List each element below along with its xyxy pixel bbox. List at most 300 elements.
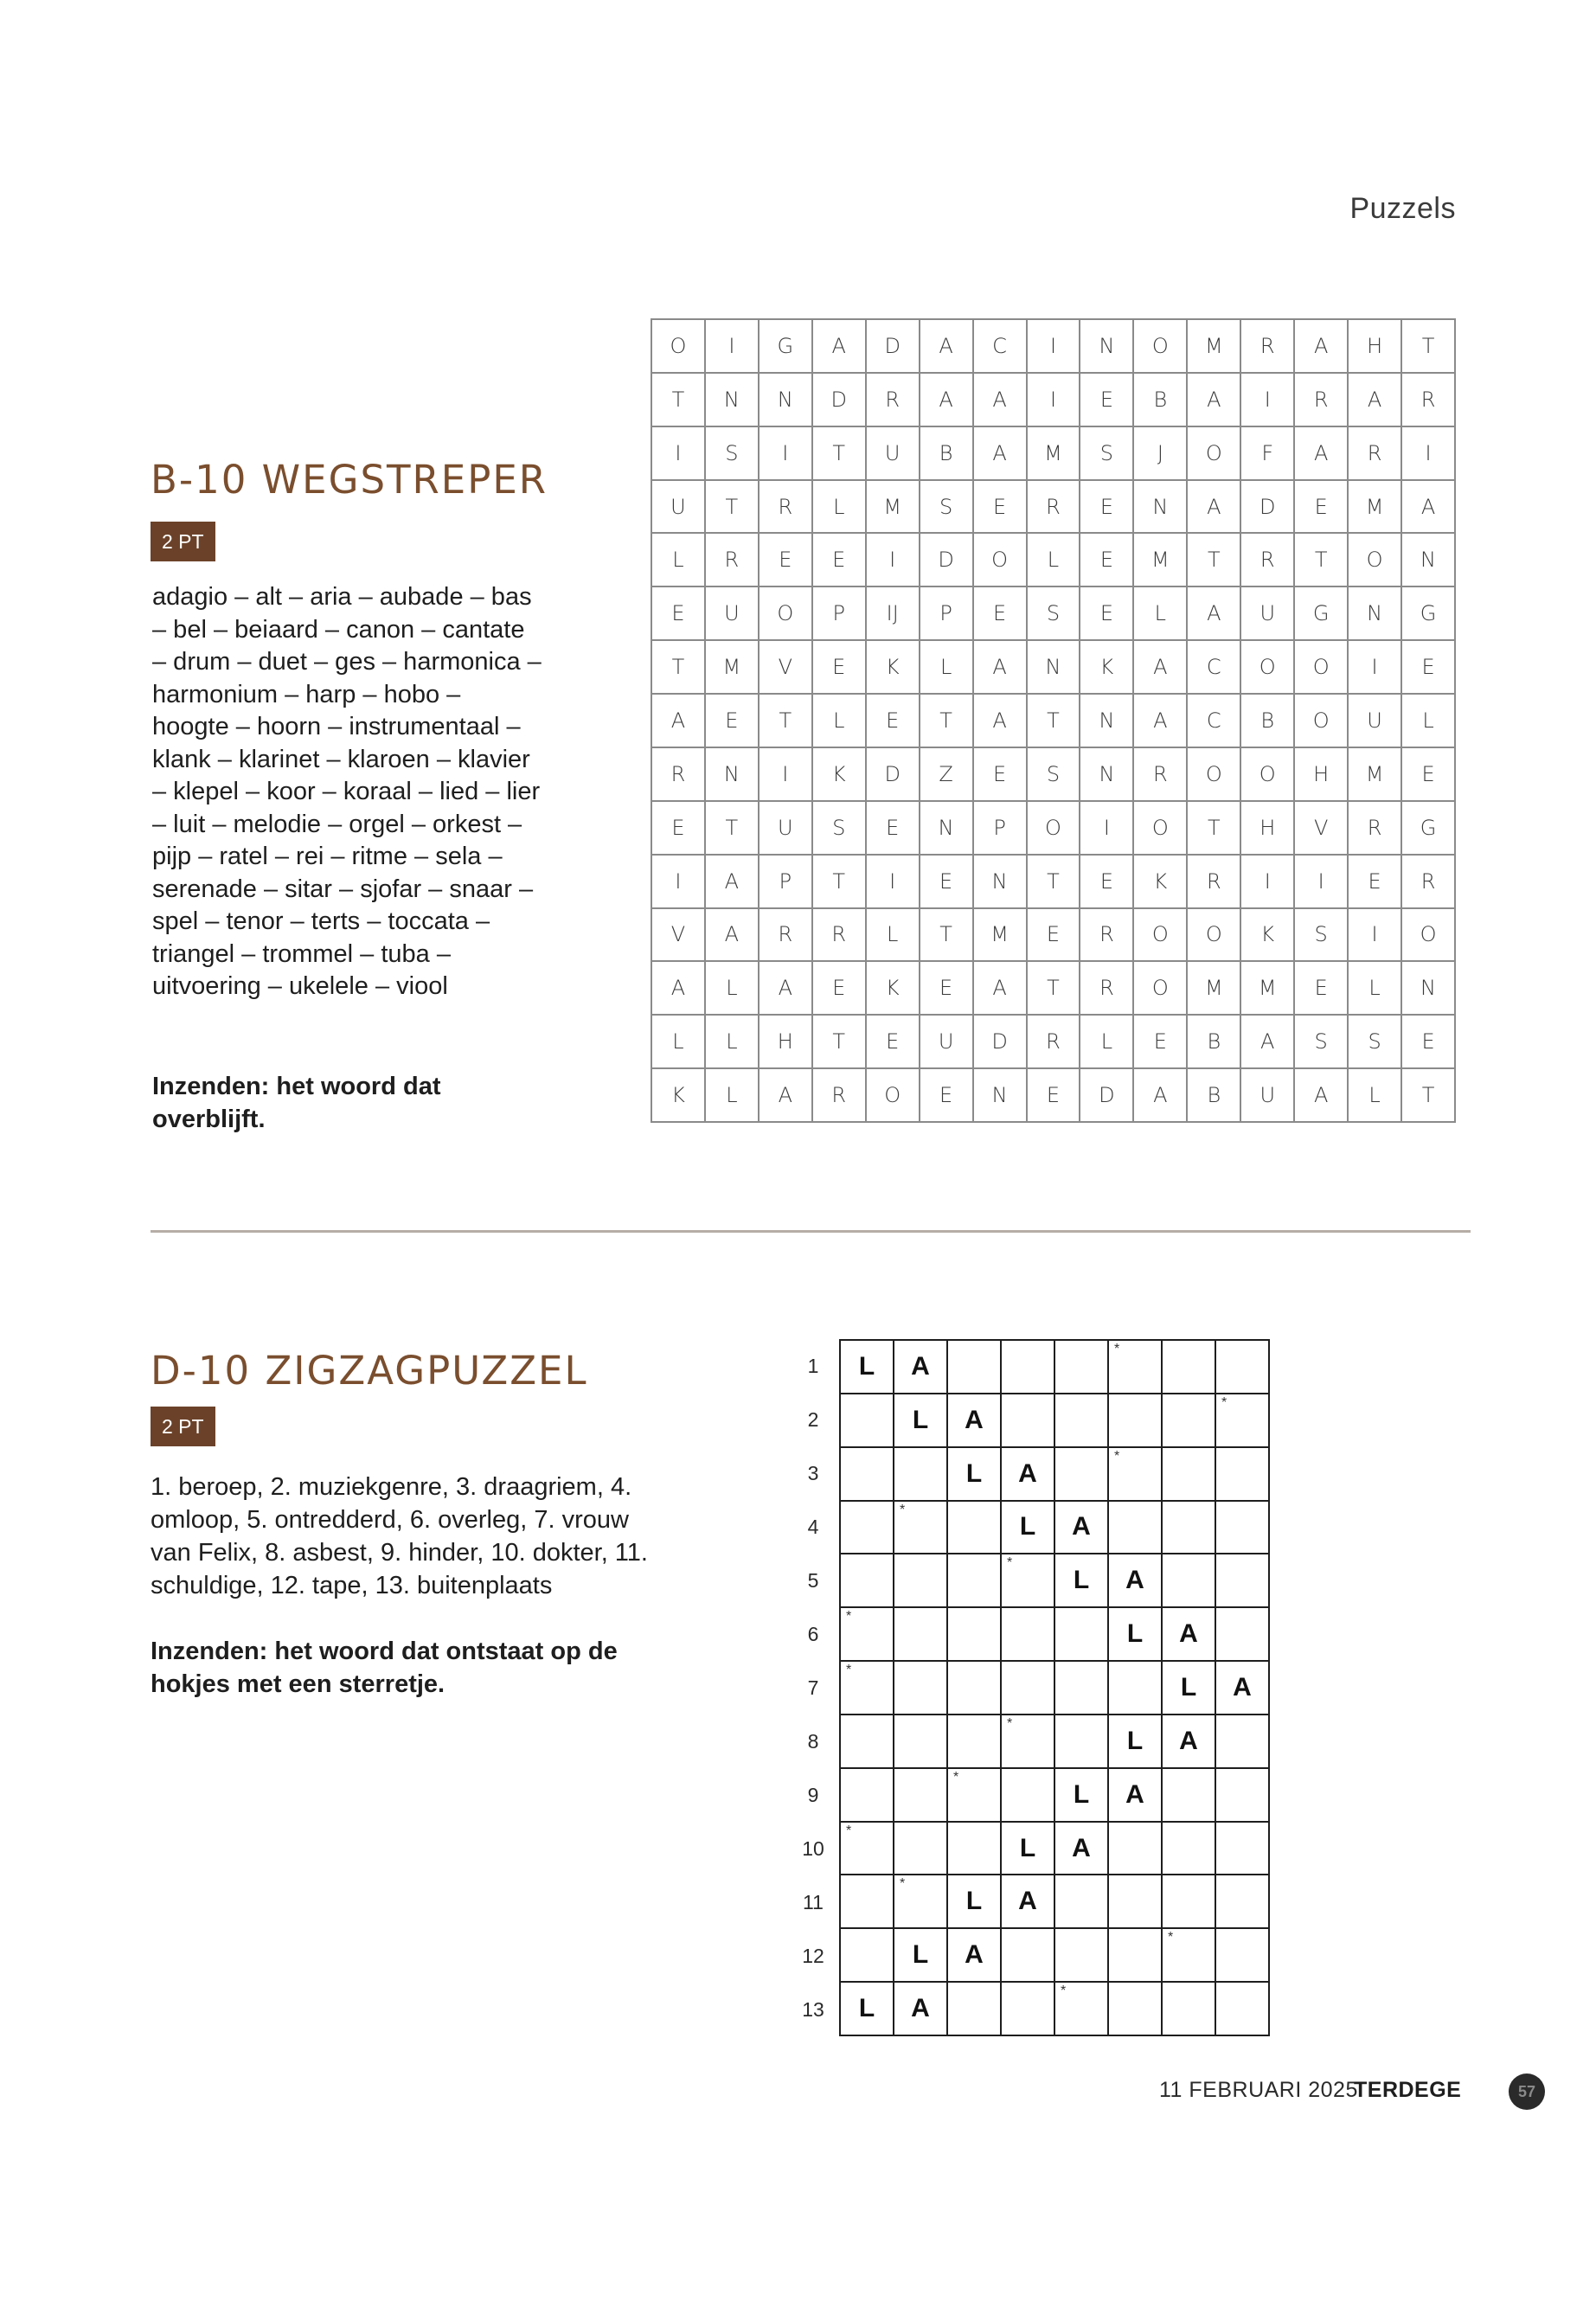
wordsearch-cell: E bbox=[1080, 374, 1134, 427]
zigzag-row-number: 1 bbox=[807, 1355, 819, 1377]
zigzag-cell[interactable] bbox=[1109, 1769, 1163, 1823]
zigzag-cell[interactable] bbox=[1055, 1929, 1109, 1983]
wordsearch-cell: T bbox=[813, 427, 867, 481]
wordsearch-cell: N bbox=[974, 856, 1028, 909]
wordsearch-cell: R bbox=[813, 909, 867, 963]
wordsearch-cell: R bbox=[1028, 1016, 1081, 1069]
zigzag-cell[interactable] bbox=[1002, 1554, 1055, 1608]
wordsearch-cell: S bbox=[920, 481, 974, 535]
wordsearch-grid bbox=[651, 318, 1456, 1123]
wordsearch-cell: K bbox=[867, 962, 920, 1016]
zigzag-cell[interactable] bbox=[1055, 1341, 1109, 1394]
zigzag-cell[interactable] bbox=[1163, 1341, 1216, 1394]
wordsearch-cell: N bbox=[1028, 641, 1081, 695]
wordsearch-cell: A bbox=[706, 856, 760, 909]
zigzag-cell[interactable] bbox=[1055, 1823, 1109, 1876]
wordsearch-cell: R bbox=[1241, 320, 1295, 374]
wordsearch-instruction: Inzenden: het woord dat overblijft. bbox=[152, 1073, 441, 1133]
zigzag-cell[interactable] bbox=[894, 1502, 948, 1555]
wordsearch-cell: E bbox=[813, 641, 867, 695]
zigzag-clues: 1. beroep, 2. muziekgenre, 3. draagriem, 4. omloop, 5. ontredderd, 6. overleg, 7. vrouw van Felix, 8. asbest, 9. hinder, 10. dokter, 11. schuldige, 12. tape, 13. buitenplaats bbox=[151, 1473, 648, 1599]
wordsearch-cell: H bbox=[1295, 748, 1349, 802]
zigzag-cell[interactable] bbox=[1163, 1823, 1216, 1876]
zigzag-cell-letter: L bbox=[1019, 1512, 1036, 1541]
zigzag-cell[interactable] bbox=[841, 1823, 894, 1876]
zigzag-cell[interactable] bbox=[1109, 1662, 1163, 1715]
zigzag-cell[interactable] bbox=[1002, 1823, 1055, 1876]
wordsearch-cell: R bbox=[1134, 748, 1188, 802]
wordsearch-cell: L bbox=[652, 534, 706, 587]
wordsearch-cell: Z bbox=[920, 748, 974, 802]
zigzag-cell[interactable] bbox=[948, 1502, 1002, 1555]
zigzag-cell[interactable] bbox=[948, 1554, 1002, 1608]
zigzag-cell[interactable] bbox=[1163, 1983, 1216, 2036]
wordsearch-cell: M bbox=[1028, 427, 1081, 481]
wordsearch-cell: B bbox=[1241, 695, 1295, 748]
wordsearch-cell: R bbox=[867, 374, 920, 427]
zigzag-cell[interactable] bbox=[1055, 1983, 1109, 2036]
wordsearch-cell: L bbox=[813, 695, 867, 748]
star-marker-icon: * bbox=[953, 1769, 959, 1785]
zigzag-cell[interactable] bbox=[1055, 1448, 1109, 1502]
zigzag-cell-letter: A bbox=[1018, 1458, 1037, 1488]
footer-magazine: TERDEGE bbox=[1354, 2078, 1462, 2102]
wordsearch-cell: M bbox=[974, 909, 1028, 963]
wordsearch-cell: A bbox=[1134, 1069, 1188, 1123]
wordsearch-cell: S bbox=[1295, 909, 1349, 963]
wordsearch-cell: T bbox=[1028, 695, 1081, 748]
zigzag-cell-letter: A bbox=[1179, 1726, 1198, 1755]
zigzag-cell[interactable] bbox=[1109, 1608, 1163, 1662]
wordsearch-points-badge: 2 PT bbox=[151, 522, 215, 561]
zigzag-cell[interactable] bbox=[1055, 1502, 1109, 1555]
wordsearch-cell: E bbox=[652, 802, 706, 856]
wordsearch-cell: A bbox=[1402, 481, 1456, 535]
zigzag-cell[interactable] bbox=[841, 1341, 894, 1394]
zigzag-cell[interactable] bbox=[841, 1394, 894, 1448]
zigzag-cell[interactable] bbox=[948, 1929, 1002, 1983]
wordsearch-cell: O bbox=[1028, 802, 1081, 856]
wordsearch-cell: H bbox=[1241, 802, 1295, 856]
zigzag-cell[interactable] bbox=[894, 1715, 948, 1769]
wordsearch-cell: R bbox=[1402, 856, 1456, 909]
wordsearch-cell: A bbox=[1295, 320, 1349, 374]
zigzag-cell-letter: L bbox=[1126, 1726, 1144, 1755]
wordsearch-cell: R bbox=[1028, 481, 1081, 535]
wordsearch-cell: O bbox=[1295, 695, 1349, 748]
zigzag-cell[interactable] bbox=[1216, 1875, 1270, 1929]
wordsearch-cell: E bbox=[974, 587, 1028, 641]
zigzag-cell[interactable] bbox=[948, 1823, 1002, 1876]
zigzag-cell[interactable] bbox=[1002, 1502, 1055, 1555]
wordsearch-cell: I bbox=[1349, 641, 1402, 695]
zigzag-cell[interactable] bbox=[1216, 1983, 1270, 2036]
zigzag-cell-letter: L bbox=[858, 1351, 875, 1381]
wordsearch-cell: S bbox=[1295, 1016, 1349, 1069]
section-divider bbox=[151, 1230, 1471, 1233]
wordsearch-cell: K bbox=[1134, 856, 1188, 909]
wordsearch-cell: K bbox=[1080, 641, 1134, 695]
wordsearch-cell: L bbox=[706, 1016, 760, 1069]
wordsearch-cell: N bbox=[760, 374, 813, 427]
wordsearch-cell: O bbox=[760, 587, 813, 641]
star-marker-icon: * bbox=[1007, 1715, 1013, 1731]
zigzag-cell[interactable] bbox=[948, 1341, 1002, 1394]
zigzag-cell[interactable] bbox=[948, 1394, 1002, 1448]
wordsearch-cell: O bbox=[974, 534, 1028, 587]
wordsearch-cell: O bbox=[1134, 320, 1188, 374]
wordsearch-cell: R bbox=[1295, 374, 1349, 427]
star-marker-icon: * bbox=[1007, 1555, 1013, 1571]
wordsearch-cell: B bbox=[1188, 1016, 1241, 1069]
zigzag-cell[interactable] bbox=[1216, 1769, 1270, 1823]
wordsearch-cell: U bbox=[1241, 587, 1295, 641]
zigzag-cell[interactable] bbox=[841, 1875, 894, 1929]
wordsearch-cell: M bbox=[1188, 320, 1241, 374]
wordsearch-cell: C bbox=[1188, 695, 1241, 748]
zigzag-cell[interactable] bbox=[894, 1394, 948, 1448]
zigzag-cell[interactable] bbox=[1002, 1394, 1055, 1448]
zigzag-cell[interactable] bbox=[1216, 1823, 1270, 1876]
zigzag-cell[interactable] bbox=[1109, 1502, 1163, 1555]
wordsearch-cell: I bbox=[867, 534, 920, 587]
zigzag-cell[interactable] bbox=[1002, 1769, 1055, 1823]
zigzag-cell-letter: A bbox=[1072, 1512, 1091, 1541]
zigzag-row-number: 2 bbox=[807, 1408, 819, 1431]
zigzag-cell[interactable] bbox=[1002, 1715, 1055, 1769]
zigzag-cell-letter: A bbox=[1072, 1833, 1091, 1862]
wordsearch-cell: A bbox=[920, 374, 974, 427]
wordsearch-cell: S bbox=[1028, 748, 1081, 802]
star-marker-icon: * bbox=[1061, 1984, 1067, 1999]
zigzag-cell[interactable] bbox=[1055, 1608, 1109, 1662]
zigzag-cell[interactable] bbox=[1163, 1502, 1216, 1555]
zigzag-cell[interactable] bbox=[894, 1769, 948, 1823]
wordsearch-cell: P bbox=[974, 802, 1028, 856]
wordsearch-cell: A bbox=[1188, 587, 1241, 641]
wordsearch-cell: O bbox=[1188, 427, 1241, 481]
zigzag-cell[interactable] bbox=[1163, 1394, 1216, 1448]
zigzag-cell[interactable] bbox=[1163, 1769, 1216, 1823]
wordsearch-cell: M bbox=[1188, 962, 1241, 1016]
wordsearch-cell: O bbox=[1402, 909, 1456, 963]
wordsearch-cell: A bbox=[813, 320, 867, 374]
wordsearch-cell: N bbox=[1349, 587, 1402, 641]
zigzag-cell[interactable] bbox=[948, 1875, 1002, 1929]
zigzag-cell[interactable] bbox=[1163, 1448, 1216, 1502]
zigzag-cell[interactable] bbox=[841, 1983, 894, 2036]
wordsearch-cell: E bbox=[867, 1016, 920, 1069]
wordsearch-cell: T bbox=[813, 1016, 867, 1069]
zigzag-cell[interactable] bbox=[1109, 1448, 1163, 1502]
wordsearch-cell: A bbox=[974, 374, 1028, 427]
zigzag-cell[interactable] bbox=[1216, 1662, 1270, 1715]
zigzag-cell[interactable] bbox=[1163, 1662, 1216, 1715]
zigzag-cell[interactable] bbox=[948, 1448, 1002, 1502]
wordsearch-cell: R bbox=[1080, 909, 1134, 963]
zigzag-cell-letter: A bbox=[1179, 1619, 1198, 1649]
zigzag-cell[interactable] bbox=[841, 1608, 894, 1662]
wordsearch-cell: B bbox=[920, 427, 974, 481]
zigzag-cell[interactable] bbox=[1055, 1875, 1109, 1929]
wordsearch-cell: U bbox=[760, 802, 813, 856]
star-marker-icon: * bbox=[900, 1876, 906, 1892]
zigzag-cell[interactable] bbox=[894, 1608, 948, 1662]
zigzag-cell-letter: L bbox=[1073, 1779, 1090, 1809]
wordsearch-cell: K bbox=[813, 748, 867, 802]
wordsearch-cell: I bbox=[1295, 856, 1349, 909]
zigzag-row-numbers bbox=[796, 1339, 830, 2036]
wordsearch-cell: L bbox=[1134, 587, 1188, 641]
wordsearch-cell: E bbox=[1295, 481, 1349, 535]
zigzag-cell[interactable] bbox=[894, 1823, 948, 1876]
wordsearch-cell: V bbox=[652, 909, 706, 963]
wordsearch-cell: R bbox=[813, 1069, 867, 1123]
wordsearch-cell: U bbox=[867, 427, 920, 481]
wordsearch-cell: E bbox=[706, 695, 760, 748]
wordsearch-cell: R bbox=[1402, 374, 1456, 427]
zigzag-cell[interactable] bbox=[894, 1448, 948, 1502]
wordsearch-cell: U bbox=[1241, 1069, 1295, 1123]
wordsearch-cell: A bbox=[1134, 641, 1188, 695]
wordsearch-cell: I bbox=[1028, 320, 1081, 374]
zigzag-row-number: 5 bbox=[807, 1569, 819, 1592]
wordsearch-cell: A bbox=[1188, 481, 1241, 535]
zigzag-cell[interactable] bbox=[948, 1715, 1002, 1769]
zigzag-cell[interactable] bbox=[1002, 1983, 1055, 2036]
zigzag-cell[interactable] bbox=[948, 1769, 1002, 1823]
wordsearch-cell: I bbox=[867, 856, 920, 909]
zigzag-cell[interactable] bbox=[1002, 1341, 1055, 1394]
wordsearch-cell: M bbox=[867, 481, 920, 535]
zigzag-cell[interactable] bbox=[1055, 1554, 1109, 1608]
zigzag-cell[interactable] bbox=[841, 1502, 894, 1555]
wordsearch-cell: I bbox=[1241, 374, 1295, 427]
zigzag-instruction: Inzenden: het woord dat ontstaat op de hokjes met een sterretje. bbox=[151, 1638, 618, 1698]
wordsearch-cell: N bbox=[706, 748, 760, 802]
wordsearch-cell: T bbox=[920, 909, 974, 963]
zigzag-cell[interactable] bbox=[1163, 1554, 1216, 1608]
zigzag-cell[interactable] bbox=[1002, 1929, 1055, 1983]
wordsearch-cell: T bbox=[813, 856, 867, 909]
zigzag-row-number: 6 bbox=[807, 1623, 819, 1645]
wordsearch-cell: I bbox=[652, 427, 706, 481]
wordsearch-cell: I bbox=[1402, 427, 1456, 481]
zigzag-cell[interactable] bbox=[894, 1662, 948, 1715]
wordsearch-cell: U bbox=[1349, 695, 1402, 748]
wordsearch-cell: E bbox=[974, 748, 1028, 802]
wordsearch-cell: L bbox=[1402, 695, 1456, 748]
wordsearch-cell: R bbox=[1349, 427, 1402, 481]
wordsearch-cell: O bbox=[1188, 748, 1241, 802]
wordsearch-cell: E bbox=[867, 802, 920, 856]
wordsearch-cell: A bbox=[706, 909, 760, 963]
zigzag-cell[interactable] bbox=[841, 1554, 894, 1608]
wordsearch-cell: R bbox=[652, 748, 706, 802]
wordsearch-cell: O bbox=[1241, 748, 1295, 802]
wordsearch-cell: I bbox=[1080, 802, 1134, 856]
wordsearch-cell: O bbox=[1134, 962, 1188, 1016]
wordsearch-cell: N bbox=[1402, 962, 1456, 1016]
wordsearch-cell: L bbox=[706, 1069, 760, 1123]
zigzag-cell[interactable] bbox=[1216, 1341, 1270, 1394]
wordsearch-cell: T bbox=[1402, 320, 1456, 374]
wordsearch-cell: R bbox=[706, 534, 760, 587]
wordsearch-cell: L bbox=[652, 1016, 706, 1069]
zigzag-cell[interactable] bbox=[1109, 1983, 1163, 2036]
wordsearch-cell: E bbox=[1402, 748, 1456, 802]
wordsearch-cell: L bbox=[920, 641, 974, 695]
wordsearch-cell: A bbox=[1188, 374, 1241, 427]
zigzag-cell[interactable] bbox=[1163, 1875, 1216, 1929]
star-marker-icon: * bbox=[846, 1663, 852, 1678]
zigzag-grid bbox=[839, 1339, 1270, 2036]
wordsearch-cell: D bbox=[974, 1016, 1028, 1069]
zigzag-cell[interactable] bbox=[1002, 1875, 1055, 1929]
zigzag-cell-letter: A bbox=[965, 1940, 984, 1970]
wordsearch-cell: D bbox=[867, 748, 920, 802]
zigzag-cell[interactable] bbox=[948, 1662, 1002, 1715]
star-marker-icon: * bbox=[900, 1502, 906, 1517]
zigzag-points-badge: 2 PT bbox=[151, 1407, 215, 1446]
wordsearch-cell: S bbox=[1349, 1016, 1402, 1069]
wordsearch-cell: E bbox=[1402, 641, 1456, 695]
zigzag-cell[interactable] bbox=[841, 1662, 894, 1715]
zigzag-cell[interactable] bbox=[1216, 1554, 1270, 1608]
zigzag-cell[interactable] bbox=[894, 1341, 948, 1394]
wordsearch-cell: N bbox=[706, 374, 760, 427]
wordsearch-cell: A bbox=[974, 962, 1028, 1016]
zigzag-cell[interactable] bbox=[894, 1554, 948, 1608]
zigzag-cell[interactable] bbox=[894, 1875, 948, 1929]
star-marker-icon: * bbox=[1168, 1930, 1174, 1945]
wordsearch-cell: S bbox=[813, 802, 867, 856]
star-marker-icon: * bbox=[846, 1823, 852, 1838]
zigzag-cell[interactable] bbox=[894, 1929, 948, 1983]
wordsearch-cell: N bbox=[1402, 534, 1456, 587]
wordsearch-cell: U bbox=[652, 481, 706, 535]
wordsearch-cell: E bbox=[1028, 1069, 1081, 1123]
wordsearch-cell: E bbox=[1402, 1016, 1456, 1069]
wordsearch-cell: O bbox=[1188, 909, 1241, 963]
wordsearch-cell: T bbox=[1028, 856, 1081, 909]
zigzag-cell[interactable] bbox=[1163, 1608, 1216, 1662]
zigzag-cell[interactable] bbox=[1055, 1662, 1109, 1715]
zigzag-cell[interactable] bbox=[841, 1769, 894, 1823]
zigzag-cell[interactable] bbox=[1216, 1448, 1270, 1502]
wordsearch-cell: T bbox=[1188, 802, 1241, 856]
zigzag-cell-letter: A bbox=[1018, 1887, 1037, 1916]
wordsearch-cell: D bbox=[920, 534, 974, 587]
zigzag-cell[interactable] bbox=[1216, 1929, 1270, 1983]
wordsearch-cell: A bbox=[652, 695, 706, 748]
zigzag-row-number: 13 bbox=[802, 1998, 824, 2021]
wordsearch-cell: N bbox=[1080, 695, 1134, 748]
wordsearch-cell: A bbox=[920, 320, 974, 374]
wordsearch-cell: E bbox=[920, 856, 974, 909]
star-marker-icon: * bbox=[846, 1609, 852, 1625]
zigzag-cell[interactable] bbox=[894, 1983, 948, 2036]
star-marker-icon: * bbox=[1114, 1342, 1120, 1356]
wordsearch-cell: E bbox=[1028, 909, 1081, 963]
wordsearch-cell: T bbox=[1028, 962, 1081, 1016]
zigzag-cell[interactable] bbox=[1109, 1341, 1163, 1394]
wordsearch-cell: E bbox=[1080, 856, 1134, 909]
zigzag-cell[interactable] bbox=[1216, 1394, 1270, 1448]
wordsearch-cell: D bbox=[813, 374, 867, 427]
zigzag-cell[interactable] bbox=[1216, 1608, 1270, 1662]
zigzag-cell[interactable] bbox=[948, 1608, 1002, 1662]
zigzag-cell[interactable] bbox=[1055, 1715, 1109, 1769]
wordsearch-cell: R bbox=[1188, 856, 1241, 909]
wordsearch-cell: A bbox=[760, 962, 813, 1016]
zigzag-cell-letter: L bbox=[1019, 1833, 1036, 1862]
wordsearch-cell: E bbox=[652, 587, 706, 641]
wordsearch-cell: E bbox=[974, 481, 1028, 535]
zigzag-cell[interactable] bbox=[1109, 1875, 1163, 1929]
zigzag-cell[interactable] bbox=[1002, 1448, 1055, 1502]
wordsearch-cell: F bbox=[1241, 427, 1295, 481]
wordsearch-cell: I bbox=[1349, 909, 1402, 963]
zigzag-row-number: 7 bbox=[807, 1676, 819, 1699]
wordsearch-cell: I bbox=[1241, 856, 1295, 909]
wordsearch-cell: K bbox=[652, 1069, 706, 1123]
zigzag-cell[interactable] bbox=[841, 1929, 894, 1983]
page-number: 57 bbox=[1509, 2073, 1545, 2110]
zigzag-cell[interactable] bbox=[841, 1448, 894, 1502]
zigzag-cell[interactable] bbox=[1163, 1929, 1216, 1983]
zigzag-cell[interactable] bbox=[841, 1715, 894, 1769]
wordsearch-cell: L bbox=[1349, 1069, 1402, 1123]
zigzag-cell[interactable] bbox=[1109, 1823, 1163, 1876]
wordsearch-cell: R bbox=[1080, 962, 1134, 1016]
wordsearch-cell: E bbox=[1080, 481, 1134, 535]
zigzag-cell[interactable] bbox=[1216, 1502, 1270, 1555]
star-marker-icon: * bbox=[1114, 1448, 1120, 1464]
wordsearch-cell: N bbox=[1080, 748, 1134, 802]
wordsearch-cell: E bbox=[760, 534, 813, 587]
zigzag-cell-letter: L bbox=[912, 1940, 929, 1970]
wordsearch-cell: A bbox=[760, 1069, 813, 1123]
wordsearch-cell: S bbox=[706, 427, 760, 481]
zigzag-cell[interactable] bbox=[948, 1983, 1002, 2036]
wordsearch-cell: N bbox=[1080, 320, 1134, 374]
wordsearch-cell: P bbox=[760, 856, 813, 909]
wordsearch-cell: O bbox=[1349, 534, 1402, 587]
wordsearch-cell: A bbox=[974, 695, 1028, 748]
zigzag-cell[interactable] bbox=[1216, 1715, 1270, 1769]
wordsearch-cell: A bbox=[974, 427, 1028, 481]
zigzag-cell-letter: A bbox=[911, 1994, 930, 2023]
wordsearch-cell: E bbox=[813, 534, 867, 587]
zigzag-cell[interactable] bbox=[1002, 1662, 1055, 1715]
zigzag-cell[interactable] bbox=[1109, 1715, 1163, 1769]
wordsearch-cell: I bbox=[1028, 374, 1081, 427]
star-marker-icon: * bbox=[1221, 1394, 1227, 1410]
zigzag-cell[interactable] bbox=[1163, 1715, 1216, 1769]
zigzag-cell[interactable] bbox=[1109, 1554, 1163, 1608]
zigzag-cell[interactable] bbox=[1055, 1769, 1109, 1823]
wordsearch-cell: E bbox=[1295, 962, 1349, 1016]
wordsearch-cell: M bbox=[1134, 534, 1188, 587]
wordsearch-cell: O bbox=[1295, 641, 1349, 695]
zigzag-cell[interactable] bbox=[1002, 1608, 1055, 1662]
wordsearch-cell: T bbox=[920, 695, 974, 748]
zigzag-cell[interactable] bbox=[1055, 1394, 1109, 1448]
zigzag-cell[interactable] bbox=[1109, 1394, 1163, 1448]
wordsearch-cell: O bbox=[1241, 641, 1295, 695]
zigzag-cell[interactable] bbox=[1109, 1929, 1163, 1983]
